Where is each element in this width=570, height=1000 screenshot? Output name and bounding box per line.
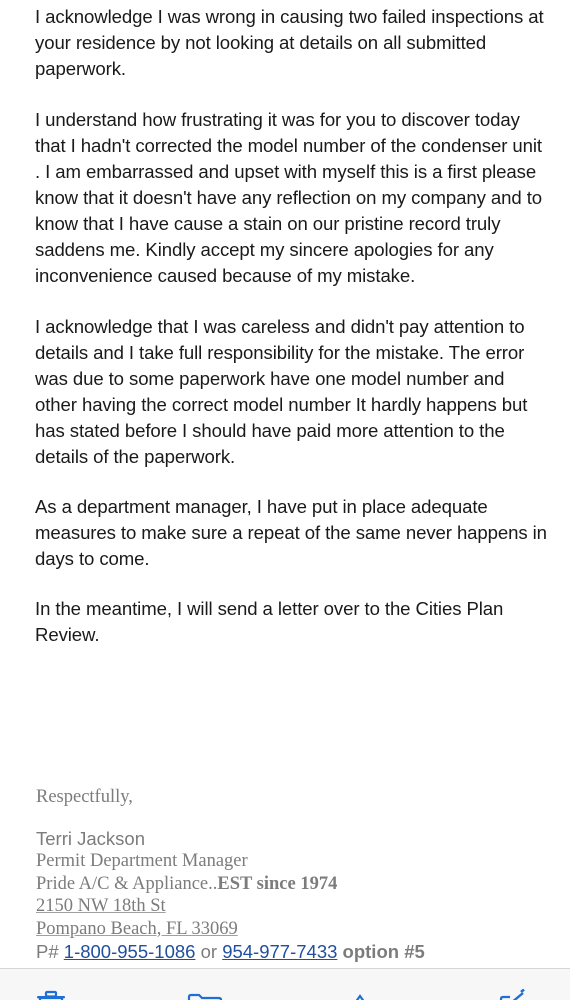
bottom-toolbar	[0, 968, 570, 1000]
signature-title: Permit Department Manager	[36, 851, 248, 871]
email-paragraph-1: I acknowledge I was wrong in causing two failed inspections at your residence by not looking at details on all submitted paperwork.	[35, 6, 544, 79]
email-paragraph-4: As a department manager, I have put in place adequate measures to make sure a repeat of the same never happens in days to come.	[35, 496, 547, 569]
email-body	[35, 4, 550, 648]
email-paragraph-3: I acknowledge that I was careless and didn't pay attention to details and I take full responsibility for the mistake. The error was due to some paperwork have one model number and other having the correct model number It hardly happens but has stated before I should have paid more attention to the details of the paperwork.	[35, 316, 528, 467]
signature-established: EST since 1974	[217, 873, 338, 894]
signature-closing: Respectfully,	[36, 787, 133, 807]
phone-link-1[interactable]: 1-800-955-1086	[63, 941, 196, 962]
signature-city[interactable]: Pompano Beach, FL 33069	[36, 918, 238, 939]
phone-option: option #5	[337, 941, 425, 962]
signature-company: Pride A/C & Appliance..	[36, 873, 218, 894]
trash-icon[interactable]	[34, 989, 68, 1000]
folder-icon[interactable]	[186, 989, 224, 1000]
signature-street[interactable]: 2150 NW 18th St	[36, 896, 166, 916]
compose-icon[interactable]	[496, 989, 530, 1000]
signature-company-line	[36, 873, 556, 896]
email-paragraph-5: In the meantime, I will send a letter over to the Cities Plan Review.	[35, 598, 504, 645]
phone-link-2[interactable]: 954-977-7433	[222, 941, 338, 962]
signature-name: Terri Jackson	[36, 828, 145, 849]
reply-icon[interactable]	[350, 989, 370, 1000]
phone-prefix: P#	[36, 941, 64, 962]
signature-phone-line	[36, 940, 556, 964]
email-signature	[36, 785, 556, 964]
email-paragraph-2: I understand how frustrating it was for you to discover today that I hadn't corrected the model number of the condenser unit . I am embarrassed and upset with myself this is a first please know that it doesn't have any reflection on my company and to know that I have cause a stain on our pristine record truly saddens me. Kindly accept my sincere apologies for any inconvenience caused because of my mistake.	[35, 109, 543, 286]
phone-or: or	[195, 941, 223, 962]
